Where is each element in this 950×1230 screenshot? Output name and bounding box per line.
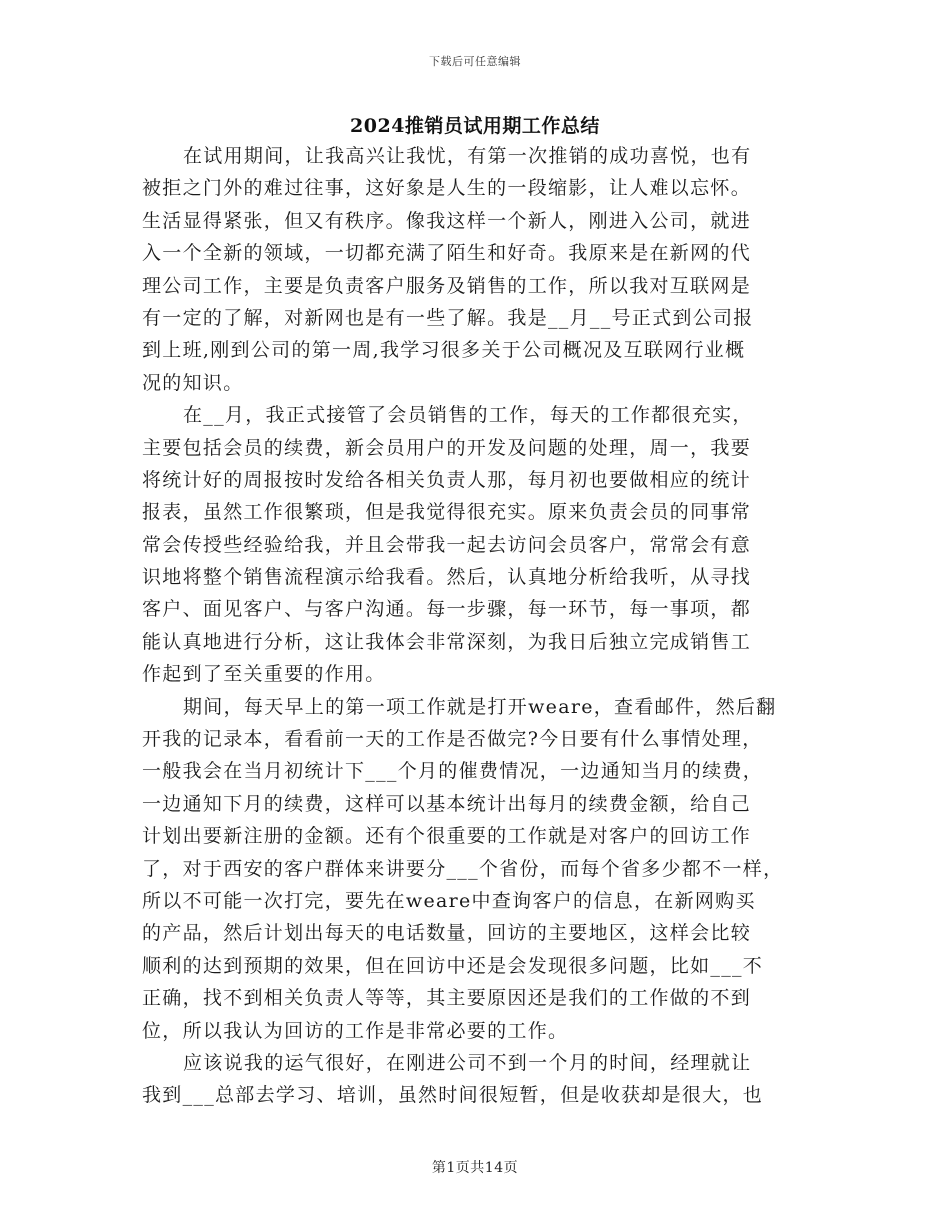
- paragraph-line: 将统计好的周报按时发给各相关负责人那，每月初也要做相应的统计: [142, 468, 752, 491]
- paragraph-line: 生活显得紧张，但又有秩序。像我这样一个新人，刚进入公司，就进: [142, 209, 752, 232]
- paragraph-line: 在试用期间，让我高兴让我忧，有第一次推销的成功喜悦，也有: [183, 145, 752, 167]
- paragraph-line: 况的知识。: [142, 371, 244, 394]
- paragraph-line: 被拒之门外的难过往事，这好象是人生的一段缩影，让人难以忘怀。: [142, 177, 752, 200]
- paragraph-line: 应该说我的运气很好，在刚进公司不到一个月的时间，经理就让: [183, 1051, 752, 1074]
- paragraph-line: 到上班,刚到公司的第一周,我学习很多关于公司概况及互联网行业概: [142, 339, 746, 362]
- paragraph-line: 我到___总部去学习、培训，虽然时间很短暂，但是收获却是很大，也: [142, 1084, 764, 1107]
- paragraph-line: 能认真地进行分析，这让我体会非常深刻，为我日后独立完成销售工: [142, 630, 752, 653]
- paragraph-line: 有一定的了解，对新网也是有一些了解。我是__月__号正式到公司报: [142, 306, 754, 329]
- document-body: [142, 140, 812, 1112]
- paragraph-line: 报表，虽然工作很繁琐，但是我觉得很充实。原来负责会员的同事常: [142, 501, 752, 524]
- paragraph-line: 一般我会在当月初统计下___个月的催费情况，一边通知当月的续费，: [142, 760, 764, 783]
- paragraph-line: 入一个全新的领域，一切都充满了陌生和好奇。我原来是在新网的代: [142, 242, 752, 265]
- paragraph-line: 作起到了至关重要的作用。: [142, 663, 386, 686]
- document-title: 2024推销员试用期工作总结: [350, 115, 600, 137]
- header-note: 下载后可任意编辑: [429, 55, 521, 68]
- paragraph-line: 正确，找不到相关负责人等等，其主要原因还是我们的工作做的不到: [142, 987, 752, 1010]
- paragraph-line: 识地将整个销售流程演示给我看。然后，认真地分析给我听，从寻找: [142, 566, 752, 589]
- paragraph-line: 位，所以我认为回访的工作是非常必要的工作。: [142, 1019, 569, 1042]
- paragraph-line: 期间，每天早上的第一项工作就是打开weare，查看邮件，然后翻: [183, 695, 777, 718]
- paragraph-line: 常会传授些经验给我，并且会带我一起去访问会员客户，常常会有意: [142, 533, 752, 556]
- paragraph-line: 了，对于西安的客户群体来讲要分___个省份，而每个省多少都不一样，: [142, 857, 784, 880]
- page-footer: 第1页共14页: [431, 1160, 519, 1176]
- paragraph-line: 的产品，然后计划出每天的电话数量，回访的主要地区，这样会比较: [142, 922, 752, 945]
- paragraph-line: 在__月，我正式接管了会员销售的工作，每天的工作都很充实，: [183, 404, 753, 427]
- paragraph-line: 顺利的达到预期的效果，但在回访中还是会发现很多问题，比如___不: [142, 954, 764, 977]
- paragraph-line: 理公司工作，主要是负责客户服务及销售的工作，所以我对互联网是: [142, 274, 752, 297]
- paragraph-line: 开我的记录本，看看前一天的工作是否做完?今日要有什么事情处理，: [142, 728, 763, 751]
- paragraph-line: 客户、面见客户、与客户沟通。每一步骤，每一环节，每一事项，都: [142, 598, 752, 621]
- paragraph-line: 计划出要新注册的金额。还有个很重要的工作就是对客户的回访工作: [142, 825, 752, 848]
- paragraph-line: 所以不可能一次打完，要先在weare中查询客户的信息，在新网购买: [142, 889, 756, 912]
- paragraph-line: 一边通知下月的续费，这样可以基本统计出每月的续费金额，给自己: [142, 792, 752, 815]
- paragraph-line: 主要包括会员的续费，新会员用户的开发及问题的处理，周一，我要: [142, 436, 752, 459]
